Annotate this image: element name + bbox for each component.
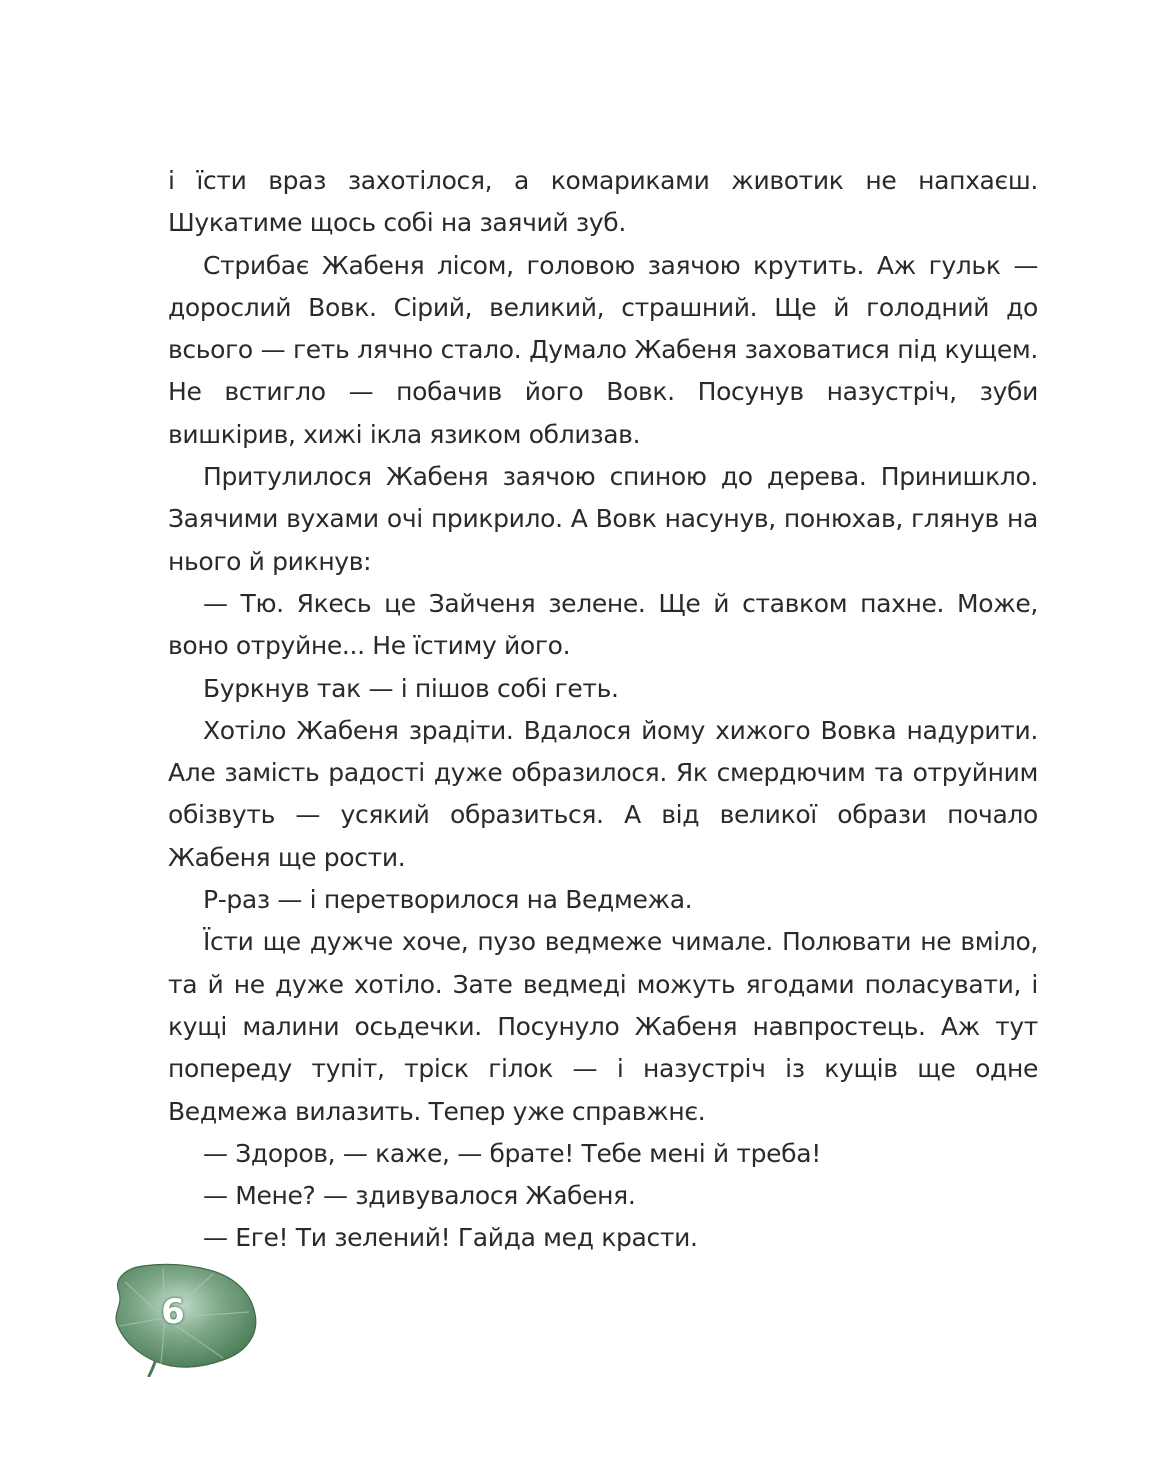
paragraph-8: Їсти ще дужче хоче, пузо ведмеже чимале. Полювати не вміло, та й не дуже хотіло. Зате ведмеді можуть ягодами поласувати, і кущі малини осьдечки. Посунуло Жабеня навпростець. Аж тут попереду тупіт, тріск гілок — і назустріч із кущів ще одне Ведмежа вилазить. Тепер уже справжнє. [168,927,1038,1126]
paragraph-9: — Здоров, — каже, — брате! Тебе мені й треба! [203,1138,821,1168]
paragraph-6: Хотіло Жабеня зрадіти. Вдалося йому хижого Вовка надурити. Але замість радості дуже образилося. Як смердючим та отруйним обізвуть — усякий образиться. А від великої образи почало Жабеня ще рости. [168,715,1038,872]
paragraph-1: і їсти враз захотілося, а комариками животик не напхаєш. Шукатиме щось собі на заячий зуб. [168,166,1038,238]
paragraph-7: Р-раз — і перетворилося на Ведмежа. [203,885,693,915]
paragraph-10: — Мене? — здивувалося Жабеня. [203,1181,636,1211]
paragraph-5: Буркнув так — і пішов собі геть. [203,673,619,703]
page-number: 6 [161,1292,185,1332]
paragraph-3: Притулилося Жабеня заячою спиною до дерева. Принишкло. Заячими вухами очі прикрило. А Вовк насунув, понюхав, глянув на нього й рикнув: [168,462,1038,576]
story-text [168,160,1038,1260]
paragraph-4: — Тю. Якесь це Зайченя зелене. Ще й ставком пахне. Може, воно отруйне... Не їстиму його. [168,588,1038,661]
page-number-badge [105,1262,260,1377]
paragraph-2: Стрибає Жабеня лісом, головою заячою крутить. Аж гульк — дорослий Вовк. Сірий, великий, страшний. Ще й голодний до всього — геть лячно стало. Думало Жабеня заховатися під кущем. Не встигло — побачив його Вовк. Посунув назустріч, зуби вишкірив, хижі ікла язиком облизав. [168,250,1038,449]
paragraph-11: — Еге! Ти зелений! Гайда мед красти. [203,1223,698,1253]
